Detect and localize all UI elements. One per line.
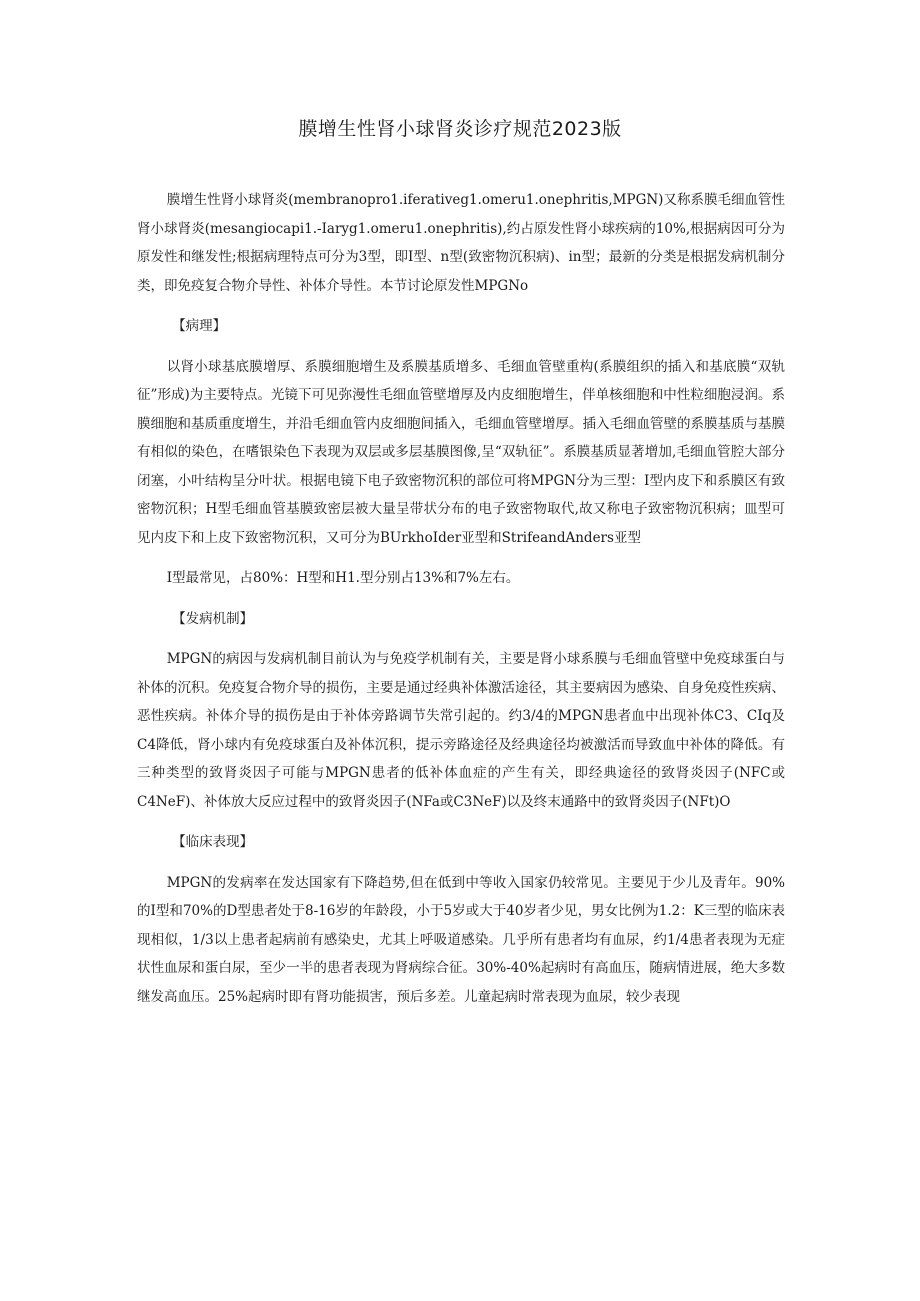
pathology-paragraph: 以肾小球基底膜增厚、系膜细胞增生及系膜基质增多、毛细血管壁重构(系膜组织的插入和基底膜“双轨征”形成)为主要特点。光镜下可见弥漫性毛细血管壁增厚及内皮细胞增生，伴单核细胞和中性粒细胞浸润。系膜细胞和基质重度增生，并沿毛细血管内皮细胞间插入，毛细血管壁增厚。插入毛细血管壁的系膜基质与基膜有相似的染色，在嗜银染色下表现为双层或多层基膜图像,呈“双轨征”。系膜基质显著增加,毛细血管腔大部分闭塞，小叶结构呈分叶状。根据电镜下电子致密物沉积的部位可将MPGN分为三型：I型内皮下和系膜区有致密物沉积；H型毛细血管基膜致密层被大量呈带状分布的电子致密物取代,故又称电子致密物沉积病；皿型可见内皮下和上皮下致密物沉积，又可分为BUrkhoIder亚型和StrifeandAnders亚型 [137, 358, 785, 546]
document-body [137, 186, 785, 1023]
section-heading-pathology: 【病理】 [172, 318, 227, 334]
intro-paragraph: 膜增生性肾小球肾炎(membranopro1.iferativeg1.omeru1.onephritis,MPGN)又称系膜毛细血管性肾小球肾炎(mesangiocapi1.-Iaryg1.omeru1.onephritis),约占原发性肾小球疾病的10%,根据病因可分为原发性和继发性;根据病理特点可分为3型，即I型、n型(致密物沉积病)、in型；最新的分类是根据发病机制分类，即免疫复合物介导性、补体介导性。本节讨论原发性MPGNo [137, 192, 785, 294]
section-heading-pathogenesis: 【发病机制】 [172, 610, 254, 627]
clinical-paragraph: MPGN的发病率在发达国家有下降趋势,但在低到中等收入国家仍较常见。主要见于少儿及青年。90%的I型和70%的D型患者处于8-16岁的年龄段，小于5岁或大于40岁者少见，男女比例为1.2：K三型的临床表现相似，1/3以上患者起病前有感染史，尤其上呼吸道感染。几乎所有患者均有血尿，约1/4患者表现为无症状性血尿和蛋白尿，至少一半的患者表现为肾病综合征。30%-40%起病时有高血压，随病情进展，绝大多数继发高血压。25%起病时即有肾功能损害，预后多差。儿童起病时常表现为血尿，较少表现 [137, 874, 785, 1005]
pathology-types-paragraph: I型最常见，占80%：H型和H1.型分别占13%和7%左右。 [166, 570, 520, 586]
pathogenesis-paragraph: MPGN的病因与发病机制目前认为与免疫学机制有关，主要是肾小球系膜与毛细血管壁中免疫球蛋白与补体的沉积。免疫复合物介导的损伤，主要是通过经典补体激活途径，其主要病因为感染、自身免疫性疾病、恶性疾病。补体介导的损伤是由于补体旁路调节失常引起的。约3/4的MPGN患者血中出现补体C3、CIq及C4降低，肾小球内有免疫球蛋白及补体沉积，提示旁路途径及经典途径均被激活而导致血中补体的降低。有三种类型的致肾炎因子可能与MPGN患者的低补体血症的产生有关，即经典途径的致肾炎因子(NFC或C4NeF)、补体放大反应过程中的致肾炎因子(NFa或C3NeF)以及终末通路中的致肾炎因子(NFt)O [137, 651, 785, 810]
document-title: 膜增生性肾小球肾炎诊疗规范2023版 [298, 118, 622, 140]
section-heading-clinical: 【临床表现】 [172, 834, 254, 850]
